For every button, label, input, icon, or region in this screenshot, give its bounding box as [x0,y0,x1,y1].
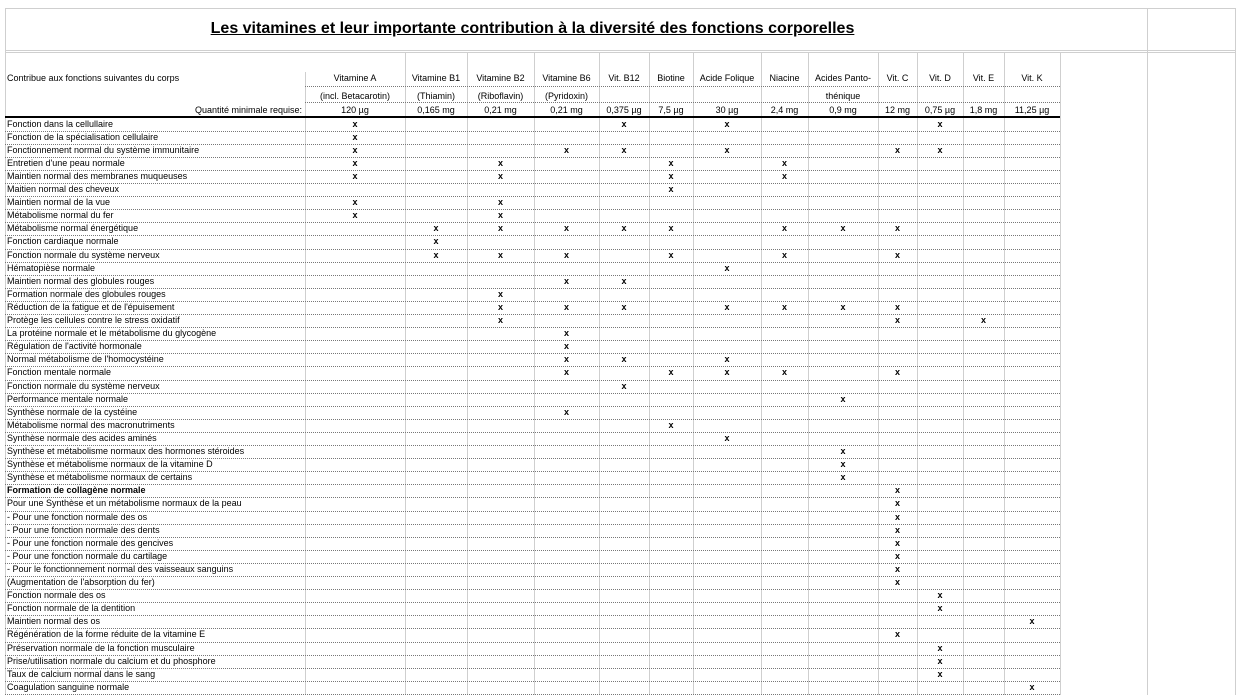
column-header-2: Vitamine B1 [411,73,461,83]
check-mark: x [781,301,787,312]
check-mark: x [894,511,900,522]
check-mark: x [724,262,730,273]
check-mark: x [840,446,846,456]
row-label: Protège les cellules contre le stress oxidatif [7,315,180,325]
column-quantity-11: 0,75 µg [924,105,956,115]
column-subheader-4: (Pyridoxin) [544,91,588,101]
check-mark: x [937,590,943,601]
row-label: Fonction mentale normale [7,367,112,378]
row-label: Maintien normal des membranes muqueuses [7,170,188,181]
check-mark: x [621,223,627,234]
column-quantity-3: 0,21 mg [484,105,517,115]
check-mark: x [668,419,674,430]
row-label: Coagulation sanguine normale [7,681,130,692]
check-mark: x [980,315,986,325]
check-mark: x [937,118,943,129]
check-mark: x [724,354,730,365]
column-subheader-1: (incl. Betacarotin) [319,91,391,101]
row-label: Réduction de la fatigue et de l'épuisement [7,301,175,312]
check-mark: x [781,367,787,378]
check-mark: x [563,367,569,378]
check-mark: x [894,301,900,312]
check-mark: x [621,380,627,391]
check-mark: x [894,537,900,548]
column-subheader-9: thénique [825,91,861,101]
check-mark: x [433,236,439,247]
column-header-9: Acides Panto- [814,73,872,83]
check-mark: x [352,144,358,155]
column-header-6: Biotine [657,73,685,83]
check-mark: x [668,223,674,234]
row-label: Normal métabolisme de l'homocystéine [7,354,164,365]
column-header-11: Vit. D [929,73,951,83]
check-mark: x [621,354,627,365]
check-mark: x [1029,616,1035,627]
check-mark: x [668,367,674,378]
check-mark: x [563,406,569,417]
row-label: Fonction de la spécialisation cellulaire [7,131,159,142]
row-label: - Pour une fonction normale des dents [7,524,160,535]
sheet-title: Les vitamines et leur importante contribution à la diversité des fonctions corporelles [210,20,855,37]
column-header-5: Vit. B12 [608,73,640,83]
row-label: Fonction normale du système nerveux [7,249,160,260]
row-divider [5,694,1060,695]
check-mark: x [894,315,900,325]
sheet-border-line [5,52,1235,53]
check-mark: x [894,367,900,378]
check-mark: x [352,197,358,208]
check-mark: x [563,328,569,339]
sheet-border-line [5,8,1235,9]
column-header-1: Vitamine A [333,73,377,83]
row-label: Prise/utilisation normale du calcium et du phosphore [7,655,216,666]
column-quantity-2: 0,165 mg [417,105,455,115]
check-mark: x [668,157,674,168]
check-mark: x [781,223,787,234]
check-mark: x [433,249,439,260]
check-mark: x [497,223,503,234]
check-mark: x [937,655,943,666]
row-label: La protéine normale et le métabolisme du glycogène [7,328,217,339]
row-label: Métabolisme normal des macronutriments [7,419,175,430]
check-mark: x [840,472,846,483]
row-label: Maintien normal des os [7,616,101,627]
row-label: Performance mentale normale [7,393,129,404]
column-gridline [808,52,809,695]
check-mark: x [621,144,627,155]
column-quantity-12: 1,8 mg [969,105,998,115]
check-mark: x [352,170,358,181]
column-header-12: Vit. E [972,73,995,83]
row-label: Fonction normale des os [7,590,106,601]
column-header-7: Acide Folique [699,73,755,83]
column-header-4: Vitamine B6 [542,73,591,83]
row-label: Métabolisme normal énergétique [7,223,139,234]
header-row-line [305,86,1060,87]
row-label: Entretien d'une peau normale [7,157,125,168]
check-mark: x [894,563,900,574]
check-mark: x [497,288,503,299]
row-label: Synthèse normale des acides aminés [7,432,157,443]
check-mark: x [724,144,730,155]
header-label: Contribue aux fonctions suivantes du corps [7,73,180,83]
row-label: - Pour une fonction normale des gencives [7,537,174,548]
check-mark: x [894,577,900,587]
check-mark: x [621,301,627,312]
check-mark: x [563,249,569,260]
check-mark: x [563,301,569,312]
check-mark: x [937,144,943,155]
check-mark: x [563,223,569,234]
check-mark: x [724,301,730,312]
check-mark: x [497,249,503,260]
column-gridline [405,52,406,695]
check-mark: x [937,642,943,653]
check-mark: x [840,301,846,312]
check-mark: x [781,249,787,260]
row-label: Fonctionnement normal du système immunitaire [7,144,200,155]
column-quantity-6: 7,5 µg [658,105,684,115]
column-gridline [1060,52,1061,695]
check-mark: x [894,223,900,234]
check-mark: x [352,131,358,142]
sheet-border-line [5,50,1235,51]
row-label: Formation de collagène normale [7,485,146,496]
check-mark: x [840,393,846,404]
row-label: Pour une Synthèse et un métabolisme normaux de la peau [7,498,242,509]
row-label: Taux de calcium normal dans le sang [7,668,156,679]
row-label: Synthèse et métabolisme normaux de la vitamine D [7,459,213,470]
check-mark: x [724,432,730,443]
check-mark: x [497,315,503,325]
column-gridline [1235,8,1236,695]
row-label: Maintien normal de la vue [7,197,111,208]
column-quantity-13: 11,25 µg [1014,105,1050,115]
column-quantity-4: 0,21 mg [550,105,583,115]
check-mark: x [352,210,358,221]
check-mark: x [563,354,569,365]
column-quantity-9: 0,9 mg [829,105,857,115]
check-mark: x [621,118,627,129]
row-label: Formation normale des globules rouges [7,288,166,299]
column-quantity-8: 2,4 mg [770,105,799,115]
check-mark: x [352,118,358,129]
check-mark: x [497,157,503,168]
check-mark: x [894,498,900,509]
row-label: Synthèse et métabolisme normaux de certains [7,472,193,483]
column-gridline [467,52,468,695]
column-header-3: Vitamine B2 [476,73,525,83]
check-mark: x [621,275,627,286]
row-label: Synthèse et métabolisme normaux des hormones stéroides [7,446,245,456]
row-label: Fonction normale du système nerveux [7,380,160,391]
check-mark: x [894,524,900,535]
check-mark: x [894,550,900,561]
column-quantity-7: 30 µg [715,105,739,115]
check-mark: x [668,170,674,181]
row-label: - Pour une fonction normale des os [7,511,148,522]
check-mark: x [894,249,900,260]
column-subheader-3: (Riboflavin) [477,91,524,101]
row-label: Hématopièse normale [7,262,96,273]
quantity-label: Quantité minimale requise: [194,105,302,115]
row-label: Fonction normale de la dentition [7,603,136,614]
check-mark: x [894,144,900,155]
check-mark: x [894,629,900,640]
column-gridline [1004,52,1005,695]
column-header-10: Vit. C [886,73,909,83]
check-mark: x [563,144,569,155]
check-mark: x [352,157,358,168]
check-mark: x [724,367,730,378]
check-mark: x [724,118,730,129]
header-row-line [305,102,1060,103]
check-mark: x [497,210,503,221]
check-mark: x [781,170,787,181]
row-label: Synthèse normale de la cystéine [7,406,138,417]
check-mark: x [563,275,569,286]
row-label: Fonction dans la cellullaire [7,118,114,129]
row-label: - Pour le fonctionnement normal des vaisseaux sanguins [7,563,234,574]
row-label: Métabolisme normal du fer [7,210,114,221]
column-gridline [963,52,964,695]
check-mark: x [433,223,439,234]
check-mark: x [563,341,569,352]
row-label: Maintien normal des globules rouges [7,275,155,286]
row-label: Régulation de l'activité hormonale [7,341,142,352]
column-quantity-5: 0,375 µg [606,105,642,115]
check-mark: x [937,668,943,679]
row-label: Régénération de la forme réduite de la vitamine E [7,629,206,640]
spreadsheet [5,8,1235,695]
check-mark: x [1029,681,1035,692]
check-mark: x [668,184,674,194]
row-label: Préservation normale de la fonction musculaire [7,642,195,653]
column-gridline [1147,8,1148,695]
row-label: Maitien normal des cheveux [7,184,120,194]
column-quantity-1: 120 µg [341,105,369,115]
check-mark: x [668,249,674,260]
check-mark: x [840,459,846,470]
check-mark: x [894,485,900,496]
check-mark: x [937,603,943,614]
column-header-13: Vit. K [1021,73,1043,83]
column-header-8: Niacine [769,73,800,83]
check-mark: x [497,197,503,208]
column-quantity-10: 12 mg [884,105,910,115]
row-label: Fonction cardiaque normale [7,236,119,247]
check-mark: x [497,301,503,312]
column-subheader-2: (Thiamin) [416,91,455,101]
row-label: - Pour une fonction normale du cartilage [7,550,168,561]
row-label: (Augmentation de l'absorption du fer) [7,577,155,587]
check-mark: x [840,223,846,234]
check-mark: x [497,170,503,181]
check-mark: x [781,157,787,168]
